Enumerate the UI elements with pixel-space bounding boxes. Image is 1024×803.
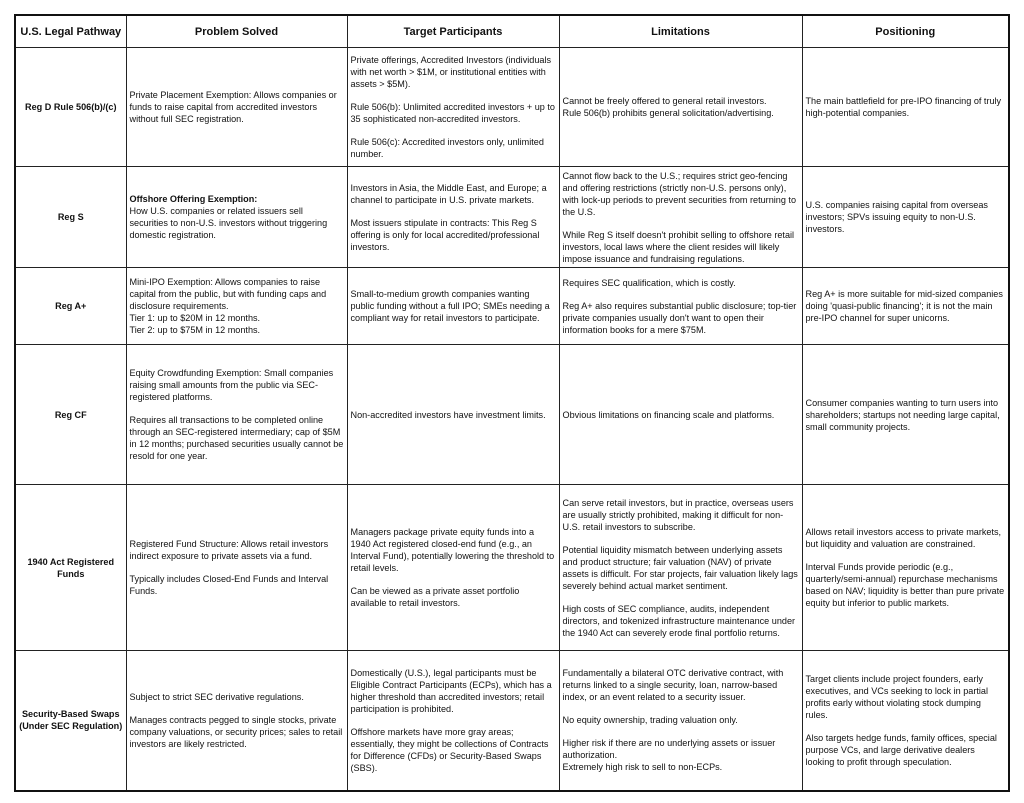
cell-limitations xyxy=(559,167,802,268)
table-row xyxy=(15,651,1009,791)
cell-positioning xyxy=(802,48,1009,167)
cell-paragraph: No equity ownership, trading valuation only. xyxy=(562,715,738,726)
cell-paragraph xyxy=(130,276,344,336)
cell-paragraph: Manages contracts pegged to single stocks, private company valuations, or security prices; sales to retail investors are likely restricted. xyxy=(129,714,343,749)
cell-paragraph: U.S. companies raising capital from overseas investors; SPVs issuing equity to non-U.S. investors. xyxy=(805,200,988,234)
header-positioning: Positioning xyxy=(802,15,1009,48)
cell-line: Tier 2: up to $75M in 12 months. xyxy=(129,325,261,335)
header-row xyxy=(15,15,1009,48)
cell-target-participants xyxy=(347,345,559,485)
cell-paragraph: Also targets hedge funds, family offices, special purpose VCs, and large derivative dealers looking to profit through speculation. xyxy=(805,732,997,767)
cell-line: Extremely high risk to sell to non-ECPs. xyxy=(562,762,723,773)
cell-positioning xyxy=(802,485,1009,651)
cell-paragraph: Small-to-medium growth companies wanting public funding without a full IPO; SMEs needing a compliant way for retail investors to participate. xyxy=(350,289,550,323)
cell-problem-solved xyxy=(126,48,347,167)
cell-paragraph: Interval Funds provide periodic (e.g., quarterly/semi-annual) repurchase mechanisms based on NAV; liquidity is better than pure private equity but inferior to public markets. xyxy=(805,562,1005,608)
cell-pathway: Reg A+ xyxy=(15,268,126,345)
cell-positioning xyxy=(802,167,1009,268)
header-pathway: U.S. Legal Pathway xyxy=(15,15,126,48)
cell-paragraph: Cannot flow back to the U.S.; requires strict geo-fencing and offering restrictions (strictly non-U.S. persons only), with lock-up periods to prevent securities from returning to the U.S. xyxy=(562,170,797,217)
cell-problem-solved xyxy=(126,345,347,485)
cell-paragraph: Equity Crowdfunding Exemption: Small companies raising small amounts from the public via SEC-registered platforms. xyxy=(129,368,334,402)
cell-line: Rule 506(b) prohibits general solicitation/advertising. xyxy=(562,108,774,118)
cell-pathway: Reg CF xyxy=(15,345,126,485)
cell-paragraph: Fundamentally a bilateral OTC derivative contract, with returns linked to a single security, loan, narrow-based index, or an event related to a security issuer. xyxy=(562,668,784,703)
cell-paragraph: Rule 506(c): Accredited investors only, unlimited number. xyxy=(350,137,544,159)
cell-problem-solved xyxy=(126,167,347,268)
cell-line: Cannot be freely offered to general retail investors. xyxy=(562,96,767,106)
cell-lead-label: Offshore Offering Exemption: xyxy=(129,194,258,204)
cell-paragraph: Reg A+ also requires substantial public disclosure; top-tier private companies usually don't want to open their information books for a mere $75M. xyxy=(562,300,797,335)
cell-pathway: 1940 Act Registered Funds xyxy=(15,485,126,651)
table-row xyxy=(15,167,1009,268)
cell-paragraph: Potential liquidity mismatch between underlying assets and product structure; fair valuation (NAV) of private assets is difficult. For star projects, fair valuation likely lags severely behind actual market sentiment. xyxy=(562,544,798,591)
table-body xyxy=(15,48,1009,791)
cell-positioning xyxy=(802,268,1009,345)
table-row xyxy=(15,268,1009,345)
cell-target-participants xyxy=(347,268,559,345)
cell-paragraph xyxy=(563,737,799,773)
cell-positioning xyxy=(802,345,1009,485)
cell-problem-solved xyxy=(126,268,347,345)
cell-paragraph: Non-accredited investors have investment limits. xyxy=(350,409,546,420)
cell-paragraph: Requires SEC qualification, which is costly. xyxy=(562,277,736,288)
cell-paragraph: Private Placement Exemption: Allows companies or funds to raise capital from accredited investors without full SEC registration. xyxy=(129,90,337,124)
cell-paragraph: Registered Fund Structure: Allows retail investors indirect exposure to private assets via a fund. xyxy=(129,539,329,561)
cell-paragraph: Domestically (U.S.), legal participants must be Eligible Contract Participants (ECPs), which has a higher threshold than accredited investors; retail participation is prohibited. xyxy=(350,667,552,714)
cell-paragraph: High costs of SEC compliance, audits, independent directors, and tokenized infrastructure maintenance under the 1940 Act can severely erode final portfolio returns. xyxy=(562,603,796,638)
cell-paragraph: Offshore markets have more gray areas; essentially, they might be collections of Contracts for Difference (CFDs) or Security-Based Swaps (SBS). xyxy=(350,726,549,773)
cell-limitations xyxy=(559,48,802,167)
cell-paragraph: How U.S. companies or related issuers sell securities to non-U.S. investors without triggering domestic registration. xyxy=(129,206,328,240)
cell-pathway: Reg S xyxy=(15,167,126,268)
cell-paragraph: While Reg S itself doesn't prohibit selling to offshore retail investors, local laws where the client resides will likely impose issuance and fundraising regulations. xyxy=(562,229,795,264)
header-problem-solved: Problem Solved xyxy=(126,15,347,48)
cell-paragraph: Managers package private equity funds into a 1940 Act registered closed-end fund (e.g., an Interval Fund), potentially lowering the threshold to retail levels. xyxy=(350,527,555,573)
cell-paragraph xyxy=(563,95,799,119)
cell-paragraph: Requires all transactions to be completed online through an SEC-registered intermediary; cap of $5M in 12 months; purchased securities usually cannot be resold for one year. xyxy=(129,415,344,461)
cell-target-participants xyxy=(347,167,559,268)
table-row xyxy=(15,485,1009,651)
header-limitations: Limitations xyxy=(559,15,802,48)
cell-paragraph: Target clients include project founders, early executives, and VCs seeking to lock in partial profits early without violating stock dumping rules. xyxy=(805,673,988,720)
cell-paragraph: Consumer companies wanting to turn users into shareholders; startups not needing large capital, small community projects. xyxy=(805,397,1000,432)
cell-limitations xyxy=(559,651,802,791)
table-row xyxy=(15,345,1009,485)
cell-pathway: Reg D Rule 506(b)/(c) xyxy=(15,48,126,167)
table-row xyxy=(15,48,1009,167)
cell-paragraph: Subject to strict SEC derivative regulations. xyxy=(129,691,304,702)
cell-problem-solved xyxy=(126,485,347,651)
cell-paragraph: Can serve retail investors, but in practice, overseas users are usually strictly prohibited, making it difficult for non-U.S. retail investors to subscribe. xyxy=(562,497,794,532)
cell-paragraph: The main battlefield for pre-IPO financing of truly high-potential companies. xyxy=(805,96,1002,118)
cell-positioning xyxy=(802,651,1009,791)
cell-target-participants xyxy=(347,485,559,651)
cell-limitations xyxy=(559,345,802,485)
cell-paragraph: Most issuers stipulate in contracts: This Reg S offering is only for local accredited/professional investors. xyxy=(350,217,540,252)
legal-pathways-table xyxy=(14,14,1010,792)
cell-paragraph: Reg A+ is more suitable for mid-sized companies doing 'quasi-public financing'; it is not the main pre-IPO channel for super unicorns. xyxy=(805,289,1003,323)
cell-paragraph: Allows retail investors access to private markets, but liquidity and valuation are constrained. xyxy=(805,527,1002,549)
cell-line: Mini-IPO Exemption: Allows companies to raise capital from the public, but with funding caps and disclosure requirements. xyxy=(129,277,327,311)
cell-problem-solved xyxy=(126,651,347,791)
cell-paragraph: Obvious limitations on financing scale and platforms. xyxy=(562,409,775,420)
cell-pathway: Security-Based Swaps (Under SEC Regulation) xyxy=(15,651,126,791)
cell-line: Higher risk if there are no underlying assets or issuer authorization. xyxy=(562,738,776,761)
cell-target-participants xyxy=(347,651,559,791)
cell-limitations xyxy=(559,485,802,651)
cell-paragraph: Can be viewed as a private asset portfolio available to retail investors. xyxy=(350,586,520,608)
cell-paragraph: Typically includes Closed-End Funds and Interval Funds. xyxy=(129,574,329,596)
cell-paragraph: Rule 506(b): Unlimited accredited investors + up to 35 sophisticated non-accredited investors. xyxy=(350,102,555,124)
cell-target-participants xyxy=(347,48,559,167)
cell-line: Tier 1: up to $20M in 12 months. xyxy=(129,313,261,323)
cell-paragraph: Private offerings, Accredited Investors (individuals with net worth > $1M, or institutional entities with assets > $5M). xyxy=(350,55,551,89)
cell-paragraph: Investors in Asia, the Middle East, and Europe; a channel to participate in U.S. private markets. xyxy=(350,182,547,205)
header-target-participants: Target Participants xyxy=(347,15,559,48)
cell-limitations xyxy=(559,268,802,345)
